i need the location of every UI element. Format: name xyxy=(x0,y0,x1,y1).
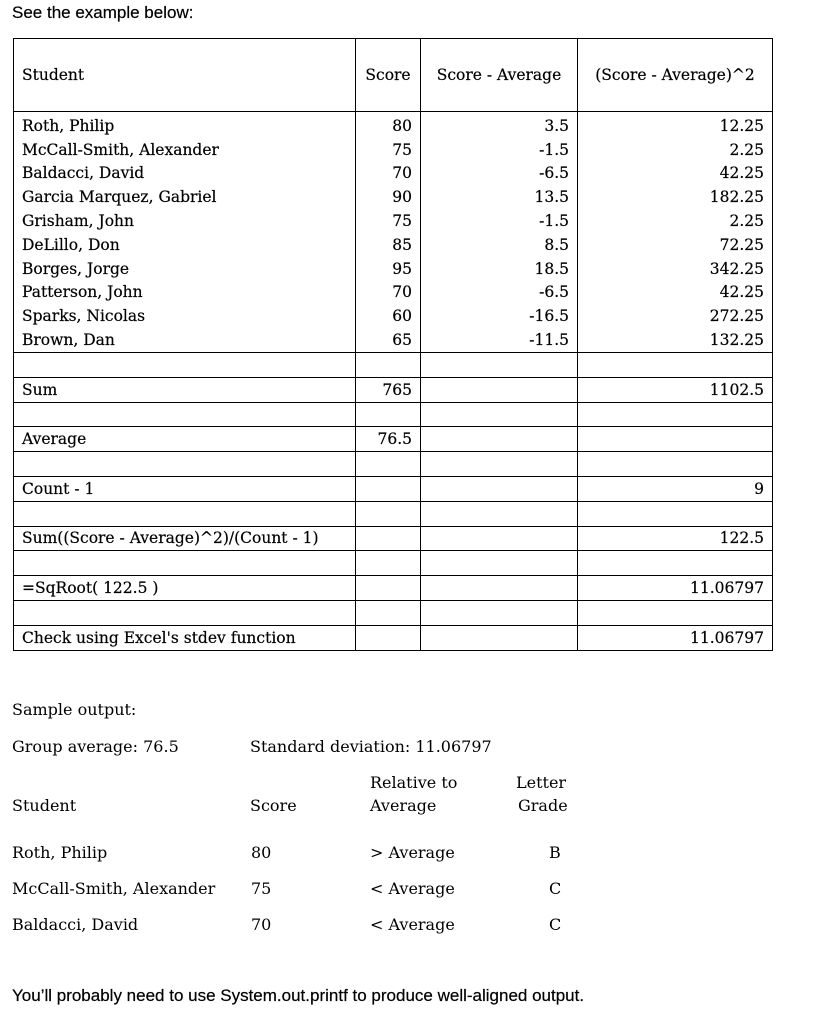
deviation-cell: 18.5 xyxy=(421,257,578,281)
squared-deviation-cell: 2.25 xyxy=(578,209,773,233)
intro-text: See the example below: xyxy=(12,3,194,22)
summary-label: Sum xyxy=(14,377,356,402)
sample-output-title: Sample output: xyxy=(12,700,137,719)
summary-row xyxy=(14,576,773,601)
summary-row xyxy=(14,427,773,452)
table-row xyxy=(14,209,773,233)
table-row xyxy=(14,138,773,162)
sample-relative: > Average xyxy=(370,843,455,862)
sample-student: Baldacci, David xyxy=(12,915,139,934)
summary-value xyxy=(356,576,421,601)
summary-value: 1102.5 xyxy=(578,377,773,402)
col-letter-line2: Grade xyxy=(518,796,568,815)
empty-cell xyxy=(421,402,578,427)
summary-value: 11.06797 xyxy=(578,576,773,601)
empty-cell xyxy=(14,352,356,377)
student-cell: Roth, Philip xyxy=(14,112,356,138)
squared-deviation-cell: 12.25 xyxy=(578,112,773,138)
student-cell: DeLillo, Don xyxy=(14,233,356,257)
summary-value xyxy=(356,476,421,501)
squared-deviation-cell: 342.25 xyxy=(578,257,773,281)
sample-grade: B xyxy=(549,843,561,862)
score-cell: 70 xyxy=(356,162,421,186)
summary-row xyxy=(14,377,773,402)
spacer-row xyxy=(14,402,773,427)
deviation-cell: -11.5 xyxy=(421,328,578,352)
student-cell: Baldacci, David xyxy=(14,162,356,186)
header-score-minus-average: Score - Average xyxy=(421,39,578,112)
table-row xyxy=(14,328,773,352)
score-cell: 80 xyxy=(356,112,421,138)
table-header-row xyxy=(14,39,773,112)
empty-cell xyxy=(578,452,773,477)
header-student: Student xyxy=(14,39,356,112)
student-cell: Garcia Marquez, Gabriel xyxy=(14,185,356,209)
summary-label: Average xyxy=(14,427,356,452)
summary-row xyxy=(14,476,773,501)
spreadsheet-table xyxy=(13,38,773,651)
spacer-row xyxy=(14,501,773,526)
empty-cell xyxy=(14,501,356,526)
empty-cell xyxy=(421,600,578,625)
empty-cell xyxy=(14,600,356,625)
summary-value: 765 xyxy=(356,377,421,402)
sample-relative: < Average xyxy=(370,915,455,934)
empty-cell xyxy=(356,402,421,427)
empty-cell xyxy=(14,402,356,427)
group-average: Group average: 76.5 xyxy=(12,737,179,756)
deviation-cell: -6.5 xyxy=(421,162,578,186)
empty-cell xyxy=(356,551,421,576)
deviation-cell: 8.5 xyxy=(421,233,578,257)
score-cell: 95 xyxy=(356,257,421,281)
sample-grade: C xyxy=(549,879,562,898)
table-row xyxy=(14,304,773,328)
student-cell: Brown, Dan xyxy=(14,328,356,352)
empty-cell xyxy=(14,452,356,477)
student-cell: Sparks, Nicolas xyxy=(14,304,356,328)
sample-score: 80 xyxy=(251,843,272,862)
spacer-row xyxy=(14,352,773,377)
spacer-row xyxy=(14,600,773,625)
table-row xyxy=(14,233,773,257)
summary-value xyxy=(421,625,578,650)
deviation-cell: -16.5 xyxy=(421,304,578,328)
empty-cell xyxy=(356,352,421,377)
squared-deviation-cell: 42.25 xyxy=(578,162,773,186)
col-score: Score xyxy=(250,796,297,815)
summary-row xyxy=(14,526,773,551)
spacer-row xyxy=(14,551,773,576)
squared-deviation-cell: 272.25 xyxy=(578,304,773,328)
deviation-cell: -1.5 xyxy=(421,138,578,162)
summary-value xyxy=(356,526,421,551)
summary-row xyxy=(14,625,773,650)
student-cell: Borges, Jorge xyxy=(14,257,356,281)
summary-value xyxy=(421,427,578,452)
summary-value xyxy=(421,576,578,601)
score-cell: 60 xyxy=(356,304,421,328)
student-cell: Patterson, John xyxy=(14,281,356,305)
deviation-cell: 13.5 xyxy=(421,185,578,209)
squared-deviation-cell: 182.25 xyxy=(578,185,773,209)
deviation-cell: -1.5 xyxy=(421,209,578,233)
header-squared-deviation: (Score - Average)^2 xyxy=(578,39,773,112)
student-cell: McCall-Smith, Alexander xyxy=(14,138,356,162)
empty-cell xyxy=(421,452,578,477)
deviation-cell: -6.5 xyxy=(421,281,578,305)
empty-cell xyxy=(356,501,421,526)
squared-deviation-cell: 72.25 xyxy=(578,233,773,257)
squared-deviation-cell: 42.25 xyxy=(578,281,773,305)
deviation-cell: 3.5 xyxy=(421,112,578,138)
summary-value: 9 xyxy=(578,476,773,501)
footer-note: You’ll probably need to use System.out.printf to produce well-aligned output. xyxy=(12,986,585,1005)
col-relative-line1: Relative to xyxy=(370,773,458,792)
summary-value: 11.06797 xyxy=(578,625,773,650)
student-cell: Grisham, John xyxy=(14,209,356,233)
summary-value xyxy=(421,476,578,501)
summary-value: 76.5 xyxy=(356,427,421,452)
empty-cell xyxy=(14,551,356,576)
squared-deviation-cell: 2.25 xyxy=(578,138,773,162)
score-cell: 65 xyxy=(356,328,421,352)
summary-value xyxy=(421,377,578,402)
header-score: Score xyxy=(356,39,421,112)
standard-deviation: Standard deviation: 11.06797 xyxy=(250,737,492,756)
empty-cell xyxy=(421,551,578,576)
sample-student: Roth, Philip xyxy=(12,843,108,862)
summary-label: Sum((Score - Average)^2)/(Count - 1) xyxy=(14,526,356,551)
summary-label: Check using Excel's stdev function xyxy=(14,625,356,650)
empty-cell xyxy=(578,551,773,576)
table-row xyxy=(14,185,773,209)
summary-label: Count - 1 xyxy=(14,476,356,501)
col-letter-line1: Letter xyxy=(516,773,567,792)
summary-value xyxy=(421,526,578,551)
empty-cell xyxy=(578,501,773,526)
sample-score: 75 xyxy=(251,879,272,898)
empty-cell xyxy=(356,600,421,625)
squared-deviation-cell: 132.25 xyxy=(578,328,773,352)
sample-student: McCall-Smith, Alexander xyxy=(12,879,216,898)
score-cell: 90 xyxy=(356,185,421,209)
sample-grade: C xyxy=(549,915,562,934)
sample-relative: < Average xyxy=(370,879,455,898)
table-row xyxy=(14,162,773,186)
table-row xyxy=(14,112,773,138)
col-student: Student xyxy=(12,796,77,815)
empty-cell xyxy=(578,600,773,625)
empty-cell xyxy=(421,501,578,526)
summary-value: 122.5 xyxy=(578,526,773,551)
score-cell: 70 xyxy=(356,281,421,305)
spacer-row xyxy=(14,452,773,477)
summary-value xyxy=(578,427,773,452)
summary-value xyxy=(356,625,421,650)
sample-score: 70 xyxy=(251,915,272,934)
col-relative-line2: Average xyxy=(370,796,437,815)
score-cell: 85 xyxy=(356,233,421,257)
table-row xyxy=(14,257,773,281)
score-cell: 75 xyxy=(356,209,421,233)
score-cell: 75 xyxy=(356,138,421,162)
table-row xyxy=(14,281,773,305)
empty-cell xyxy=(421,352,578,377)
empty-cell xyxy=(578,402,773,427)
empty-cell xyxy=(578,352,773,377)
empty-cell xyxy=(356,452,421,477)
summary-label: =SqRoot( 122.5 ) xyxy=(14,576,356,601)
